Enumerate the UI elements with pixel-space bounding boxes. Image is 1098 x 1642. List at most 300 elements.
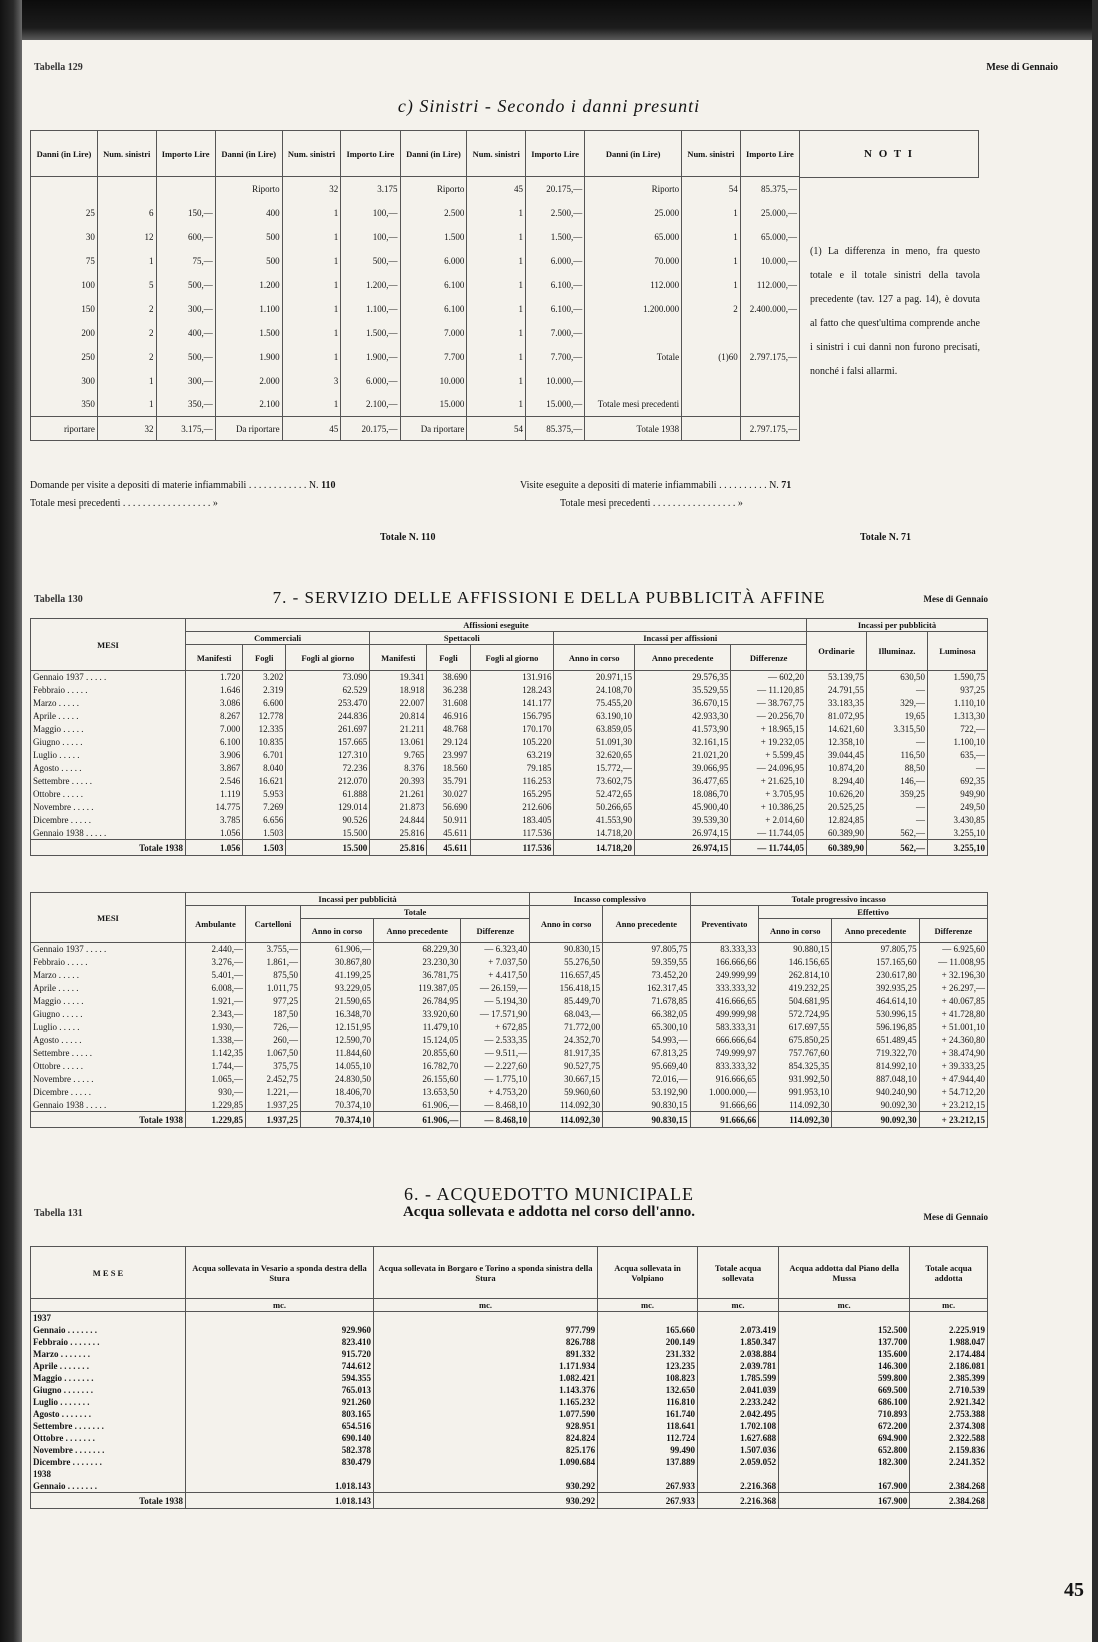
table-cell <box>740 393 799 417</box>
table-cell: 90.830,15 <box>603 1099 690 1112</box>
table-cell: 1 <box>467 201 526 225</box>
table-cell: 75,— <box>156 249 215 273</box>
col-header: Num. sinistri <box>682 131 741 177</box>
table-row <box>31 249 800 273</box>
table-cell: 42.933,30 <box>634 710 730 723</box>
table-cell: 582.378 <box>186 1444 374 1456</box>
table-cell: 127.310 <box>286 749 370 762</box>
table-cell: Ottobre . . . . . . . <box>31 1432 186 1444</box>
table-cell: 249,50 <box>927 801 987 814</box>
table-cell: 18.918 <box>370 684 427 697</box>
visite-totale-left: Totale N. 110 <box>380 532 436 543</box>
table-cell: 3.315,50 <box>866 723 927 736</box>
table-cell: 596.196,85 <box>832 1021 919 1034</box>
table-cell: 1 <box>467 393 526 417</box>
table-cell: 68.229,30 <box>374 943 461 956</box>
table-cell: 692,35 <box>927 775 987 788</box>
table-cell: 500,— <box>156 273 215 297</box>
table-cell: 803.165 <box>186 1408 374 1420</box>
table-cell: 949,90 <box>927 788 987 801</box>
table-cell: 117.536 <box>470 827 554 840</box>
table-cell: 25.000 <box>585 201 682 225</box>
month-label: Mese di Gennaio <box>986 62 1058 73</box>
table-cell: 24.844 <box>370 814 427 827</box>
table-cell: 1.171.934 <box>373 1360 597 1372</box>
table-cell: 119.387,05 <box>374 982 461 995</box>
table-cell: 5.953 <box>243 788 286 801</box>
table-cell: 921.260 <box>186 1396 374 1408</box>
table-row <box>31 697 988 710</box>
table-cell: 61.906,— <box>300 943 373 956</box>
table-cell: 2.073.419 <box>697 1324 778 1336</box>
table-cell: 108.823 <box>598 1372 698 1384</box>
table-cell: 167.900 <box>779 1480 910 1493</box>
table-cell: 1 <box>282 201 341 225</box>
table-cell: 583.333,31 <box>690 1021 759 1034</box>
table-cell: — 26.159,— <box>461 982 530 995</box>
table-cell: 887.048,10 <box>832 1073 919 1086</box>
table-cell: 150,— <box>156 201 215 225</box>
table-cell: 1.229,85 <box>186 1112 246 1128</box>
table-cell: 1.200.000 <box>585 297 682 321</box>
table-row <box>31 1008 988 1021</box>
table-cell: 32 <box>282 177 341 201</box>
table-cell: 24.352,70 <box>530 1034 603 1047</box>
col-header: Luminosa <box>927 632 987 671</box>
table-cell: 105.220 <box>470 736 554 749</box>
table-cell: 1.142,35 <box>186 1047 246 1060</box>
table-cell: 41.553,90 <box>554 814 635 827</box>
table-cell: — 24.096,95 <box>731 762 807 775</box>
table-cell: 12.151,95 <box>300 1021 373 1034</box>
table-cell: — 9.511,— <box>461 1047 530 1060</box>
table-cell: — 6.925,60 <box>919 943 987 956</box>
table-cell: 20.814 <box>370 710 427 723</box>
table-cell: 1.100,— <box>341 297 400 321</box>
table-cell: 2.921.342 <box>910 1396 988 1408</box>
table-cell: 10.000,— <box>740 249 799 273</box>
table-cell: 2.385.399 <box>910 1372 988 1384</box>
table-cell: 2.000 <box>215 369 282 393</box>
table-cell: 1.500 <box>400 225 467 249</box>
table-cell: 117.536 <box>470 840 554 856</box>
table-cell: 1 <box>467 321 526 345</box>
table-cell: 749.999,97 <box>690 1047 759 1060</box>
table-cell: 93.229,05 <box>300 982 373 995</box>
table-cell: 500 <box>215 225 282 249</box>
table-cell: 73.452,20 <box>603 969 690 982</box>
table-row <box>31 956 988 969</box>
table-cell: Settembre . . . . . <box>31 1047 186 1060</box>
table-cell: 267.933 <box>598 1493 698 1509</box>
table-cell: 1.067,50 <box>245 1047 300 1060</box>
table-cell: 2.059.052 <box>697 1456 778 1468</box>
table-cell: 1.500,— <box>341 321 400 345</box>
table-cell: 2.241.352 <box>910 1456 988 1468</box>
table-cell: 90.092,30 <box>832 1112 919 1128</box>
table-cell: 7.000,— <box>526 321 585 345</box>
table-cell: 97.805,75 <box>603 943 690 956</box>
table-cell: 2.216.368 <box>697 1480 778 1493</box>
table-cell: 916.666,65 <box>690 1073 759 1086</box>
table-row <box>31 671 988 684</box>
table-cell: 53.192,90 <box>603 1086 690 1099</box>
table-cell: 100 <box>31 273 98 297</box>
col-header: Anno in corso <box>530 906 603 943</box>
table-cell <box>697 1312 778 1325</box>
notes-header: N O T I <box>800 130 979 178</box>
table-cell: 63.219 <box>470 749 554 762</box>
totals-row <box>31 1493 988 1509</box>
table-row <box>31 1468 988 1480</box>
table-cell: 1 <box>467 345 526 369</box>
table-cell: 20.393 <box>370 775 427 788</box>
table-cell: 2.452,75 <box>245 1073 300 1086</box>
table-cell: 931.992,50 <box>759 1073 832 1086</box>
table-cell: 16.782,70 <box>374 1060 461 1073</box>
table-cell: + 40.067,85 <box>919 995 987 1008</box>
table-cell: 152.500 <box>779 1324 910 1336</box>
table-cell: 562,— <box>866 827 927 840</box>
table-cell: 90.830,15 <box>603 1112 690 1128</box>
table-cell: Gennaio . . . . . . . <box>31 1324 186 1336</box>
table-cell: 14.718,20 <box>554 840 635 856</box>
table-cell: 2.042.495 <box>697 1408 778 1420</box>
table-cell: 1 <box>682 249 741 273</box>
table-cell: 300,— <box>156 369 215 393</box>
table-cell: 1.500,— <box>526 225 585 249</box>
table-cell: Giugno . . . . . <box>31 736 186 749</box>
group-header: Spettacoli <box>370 632 554 645</box>
table-cell: 3.906 <box>186 749 243 762</box>
table-cell: 21.261 <box>370 788 427 801</box>
col-header: Num. sinistri <box>282 131 341 177</box>
table-cell: Luglio . . . . . <box>31 1021 186 1034</box>
table-cell: 112.000 <box>585 273 682 297</box>
table-cell: 54 <box>467 417 526 441</box>
table-cell: 10.000 <box>400 369 467 393</box>
table-row <box>31 1420 988 1432</box>
table-row <box>31 788 988 801</box>
table-cell: 135.600 <box>779 1348 910 1360</box>
table-cell: + 38.474,90 <box>919 1047 987 1060</box>
table-cell: 131.916 <box>470 671 554 684</box>
table-cell: 1.018.143 <box>186 1480 374 1493</box>
table-cell: 1.100 <box>215 297 282 321</box>
table-cell: Aprile . . . . . <box>31 710 186 723</box>
table-cell: 1.110,10 <box>927 697 987 710</box>
table-cell: 112.724 <box>598 1432 698 1444</box>
table-cell: Febbraio . . . . . <box>31 684 186 697</box>
table-cell: 3.255,10 <box>927 827 987 840</box>
table-row <box>31 684 988 697</box>
table-cell: 1 <box>682 201 741 225</box>
table-cell: 26.974,15 <box>634 840 730 856</box>
table-cell: 19.341 <box>370 671 427 684</box>
table-cell: — 2.533,35 <box>461 1034 530 1047</box>
table-cell: Marzo . . . . . <box>31 969 186 982</box>
table-cell: Agosto . . . . . . . <box>31 1408 186 1420</box>
table-cell: 2.322.588 <box>910 1432 988 1444</box>
table-row <box>31 736 988 749</box>
table-cell <box>585 369 682 393</box>
table-cell: 617.697,55 <box>759 1021 832 1034</box>
table-cell: 1.785.599 <box>697 1372 778 1384</box>
table-cell: 1 <box>467 297 526 321</box>
table-cell: 13.653,50 <box>374 1086 461 1099</box>
table-cell: + 41.728,80 <box>919 1008 987 1021</box>
table-cell: 1.056 <box>186 840 243 856</box>
sinistri-table <box>30 130 800 441</box>
table-cell: 35.791 <box>427 775 470 788</box>
table-cell: 137.889 <box>598 1456 698 1468</box>
table-cell: 1.221,— <box>245 1086 300 1099</box>
table-cell: Gennaio 1938 . . . . . <box>31 827 186 840</box>
table-cell: 744.612 <box>186 1360 374 1372</box>
table-cell: 937,25 <box>927 684 987 697</box>
table-cell <box>779 1468 910 1480</box>
table-cell: 2.038.884 <box>697 1348 778 1360</box>
table-cell: 1 <box>282 225 341 249</box>
table-row <box>31 749 988 762</box>
table-row <box>31 969 988 982</box>
table-cell: 1 <box>682 273 741 297</box>
table-cell: 129.014 <box>286 801 370 814</box>
table-cell: 166.666,66 <box>690 956 759 969</box>
table-cell: 15.500 <box>286 827 370 840</box>
table-cell: 65.300,10 <box>603 1021 690 1034</box>
table-cell <box>585 321 682 345</box>
table-cell: 2.039.781 <box>697 1360 778 1372</box>
table-cell: 1.590,75 <box>927 671 987 684</box>
table-cell: Riporto <box>215 177 282 201</box>
table-cell: 32 <box>97 417 156 441</box>
table-row <box>31 177 800 201</box>
table-cell: 36.238 <box>427 684 470 697</box>
table-cell: 2.225.919 <box>910 1324 988 1336</box>
table-cell: 1.937,25 <box>245 1099 300 1112</box>
table-cell: 757.767,60 <box>759 1047 832 1060</box>
table-cell: 15.772,— <box>554 762 635 775</box>
table-cell: 20.175,— <box>341 417 400 441</box>
table-cell: 21.211 <box>370 723 427 736</box>
table-cell: 66.382,05 <box>603 1008 690 1021</box>
table-cell: 29.576,35 <box>634 671 730 684</box>
table-row <box>31 1086 988 1099</box>
table-cell: 19,65 <box>866 710 927 723</box>
col-header: Ordinarie <box>807 632 867 671</box>
table-cell: 3.086 <box>186 697 243 710</box>
table-cell: 2.384.268 <box>910 1493 988 1509</box>
table-cell: 30.867,80 <box>300 956 373 969</box>
table-cell: 7.269 <box>243 801 286 814</box>
table-cell: — 20.256,70 <box>731 710 807 723</box>
table-cell: 150 <box>31 297 98 321</box>
table-cell: + 21.625,10 <box>731 775 807 788</box>
table-cell: — 2.227,60 <box>461 1060 530 1073</box>
table-cell: 60.389,90 <box>807 827 867 840</box>
table-cell: 85.375,— <box>526 417 585 441</box>
table-cell: 891.332 <box>373 1348 597 1360</box>
table-cell: 116.810 <box>598 1396 698 1408</box>
table-cell: 1.056 <box>186 827 243 840</box>
col-header: Totale acqua sollevata <box>697 1247 778 1299</box>
table-cell: 1.900 <box>215 345 282 369</box>
table-cell: 116,50 <box>866 749 927 762</box>
table-cell: 56.690 <box>427 801 470 814</box>
table-cell: 18.560 <box>427 762 470 775</box>
table-cell: 12 <box>97 225 156 249</box>
table-cell: 2.384.268 <box>910 1480 988 1493</box>
table-cell: 1.018.143 <box>186 1493 374 1509</box>
table-cell: 1 <box>282 249 341 273</box>
table-cell: 1.646 <box>186 684 243 697</box>
page-number: 45 <box>1064 1579 1084 1601</box>
table-cell: 2.500,— <box>526 201 585 225</box>
table-cell: 114.092,30 <box>759 1112 832 1128</box>
table-row <box>31 995 988 1008</box>
table-cell: 13.061 <box>370 736 427 749</box>
table-cell: Gennaio 1938 . . . . . <box>31 1099 186 1112</box>
col-header: Preventivato <box>690 906 759 943</box>
table-cell: 530.996,15 <box>832 1008 919 1021</box>
table-row <box>31 814 988 827</box>
table-cell: — 11.008,95 <box>919 956 987 969</box>
table-cell: + 4.417,50 <box>461 969 530 982</box>
table-cell: 61.906,— <box>374 1099 461 1112</box>
table-cell: 3.255,10 <box>927 840 987 856</box>
table-cell: 3.175 <box>341 177 400 201</box>
table-cell: + 2.014,60 <box>731 814 807 827</box>
table-cell: 30.667,15 <box>530 1073 603 1086</box>
table-cell <box>31 177 98 201</box>
col-header: Acqua sollevata in Vesario a sponda destra della Stura <box>186 1247 374 1299</box>
table-cell: 1.313,30 <box>927 710 987 723</box>
table-row <box>31 1396 988 1408</box>
table-cell: 230.617,80 <box>832 969 919 982</box>
table-cell: 212.606 <box>470 801 554 814</box>
table-cell: 2.797.175,— <box>740 417 799 441</box>
scan-border-top <box>0 0 1098 40</box>
table-row <box>31 345 800 369</box>
col-header: Acqua addotta dal Piano della Mussa <box>779 1247 910 1299</box>
table-cell: 46.916 <box>427 710 470 723</box>
table-cell: 6.100,— <box>526 297 585 321</box>
table-cell: 1.900,— <box>341 345 400 369</box>
table-cell: 6.600 <box>243 697 286 710</box>
unit-cell: mc. <box>910 1299 988 1312</box>
table-cell: 1.338,— <box>186 1034 246 1047</box>
table-cell: 24.830,50 <box>300 1073 373 1086</box>
visite-mesi-prec-left: Totale mesi precedenti . . . . . . . . . . . . . . . . . . » <box>30 498 218 509</box>
table-cell: 10.000,— <box>526 369 585 393</box>
table-cell: — <box>866 814 927 827</box>
table-cell: 72.016,— <box>603 1073 690 1086</box>
table-cell: 2.186.081 <box>910 1360 988 1372</box>
table-cell: 814.992,10 <box>832 1060 919 1073</box>
table-cell: 599.800 <box>779 1372 910 1384</box>
table-cell: 99.490 <box>598 1444 698 1456</box>
table-cell: + 7.037,50 <box>461 956 530 969</box>
table-cell: 114.092,30 <box>759 1099 832 1112</box>
table-cell: 30.027 <box>427 788 470 801</box>
table-cell: 825.176 <box>373 1444 597 1456</box>
table-cell: 2 <box>97 345 156 369</box>
table-cell: 81.072,95 <box>807 710 867 723</box>
table-cell: + 3.705,95 <box>731 788 807 801</box>
table-cell: Novembre . . . . . <box>31 1073 186 1086</box>
table-cell: Dicembre . . . . . <box>31 814 186 827</box>
table-cell: 1.090.684 <box>373 1456 597 1468</box>
table-cell: 7.000 <box>400 321 467 345</box>
table-cell: 359,25 <box>866 788 927 801</box>
table-cell: 45 <box>467 177 526 201</box>
col-header: Cartelloni <box>245 906 300 943</box>
table-cell: 3.276,— <box>186 956 246 969</box>
table-cell: Aprile . . . . . <box>31 982 186 995</box>
table-cell: 123.235 <box>598 1360 698 1372</box>
table-cell: 2.440,— <box>186 943 246 956</box>
table-row <box>31 801 988 814</box>
col-header: Ambulante <box>186 906 246 943</box>
table-cell: 41.199,25 <box>300 969 373 982</box>
table-cell: 1.507.036 <box>697 1444 778 1456</box>
table-cell: 726,— <box>245 1021 300 1034</box>
table-cell: 830.479 <box>186 1456 374 1468</box>
table-cell: 416.666,65 <box>690 995 759 1008</box>
group-header: Effettivo <box>759 906 988 919</box>
table-cell: 3.175,— <box>156 417 215 441</box>
table-cell: 419.232,25 <box>759 982 832 995</box>
table-cell: 1.500 <box>215 321 282 345</box>
table-cell: 719.322,70 <box>832 1047 919 1060</box>
affissioni-table-1 <box>30 618 988 856</box>
table-cell: Giugno . . . . . <box>31 1008 186 1021</box>
table-cell: — 11.744,05 <box>731 827 807 840</box>
table-cell: 6.701 <box>243 749 286 762</box>
col-header: Importo Lire <box>341 131 400 177</box>
table-cell: 137.700 <box>779 1336 910 1348</box>
table-cell: — 11.120,85 <box>731 684 807 697</box>
table-cell: Maggio . . . . . <box>31 723 186 736</box>
table-cell: Novembre . . . . . <box>31 801 186 814</box>
table-cell: 1.503 <box>243 827 286 840</box>
table-cell: + 18.965,15 <box>731 723 807 736</box>
table-cell: 48.768 <box>427 723 470 736</box>
table-cell: 88,50 <box>866 762 927 775</box>
table-cell: 33.920,60 <box>374 1008 461 1021</box>
table-row <box>31 1408 988 1420</box>
totals-row <box>31 840 988 856</box>
unit-cell <box>31 1299 186 1312</box>
table-cell: 162.317,45 <box>603 982 690 995</box>
table-cell: 400 <box>215 201 282 225</box>
table-cell: 91.666,66 <box>690 1112 759 1128</box>
table-row <box>31 273 800 297</box>
table-cell: — 11.744,05 <box>731 840 807 856</box>
table-cell: 1 <box>97 249 156 273</box>
table-cell: + 26.297,— <box>919 982 987 995</box>
table-cell: 267.933 <box>598 1480 698 1493</box>
table-cell: 14.055,10 <box>300 1060 373 1073</box>
table-cell: — 5.194,30 <box>461 995 530 1008</box>
table-cell: 1 <box>467 273 526 297</box>
table-cell: 1 <box>282 393 341 417</box>
table-cell: 59.960,60 <box>530 1086 603 1099</box>
table-cell: 1 <box>282 321 341 345</box>
table-row <box>31 1360 988 1372</box>
table-cell: 6.100 <box>400 273 467 297</box>
